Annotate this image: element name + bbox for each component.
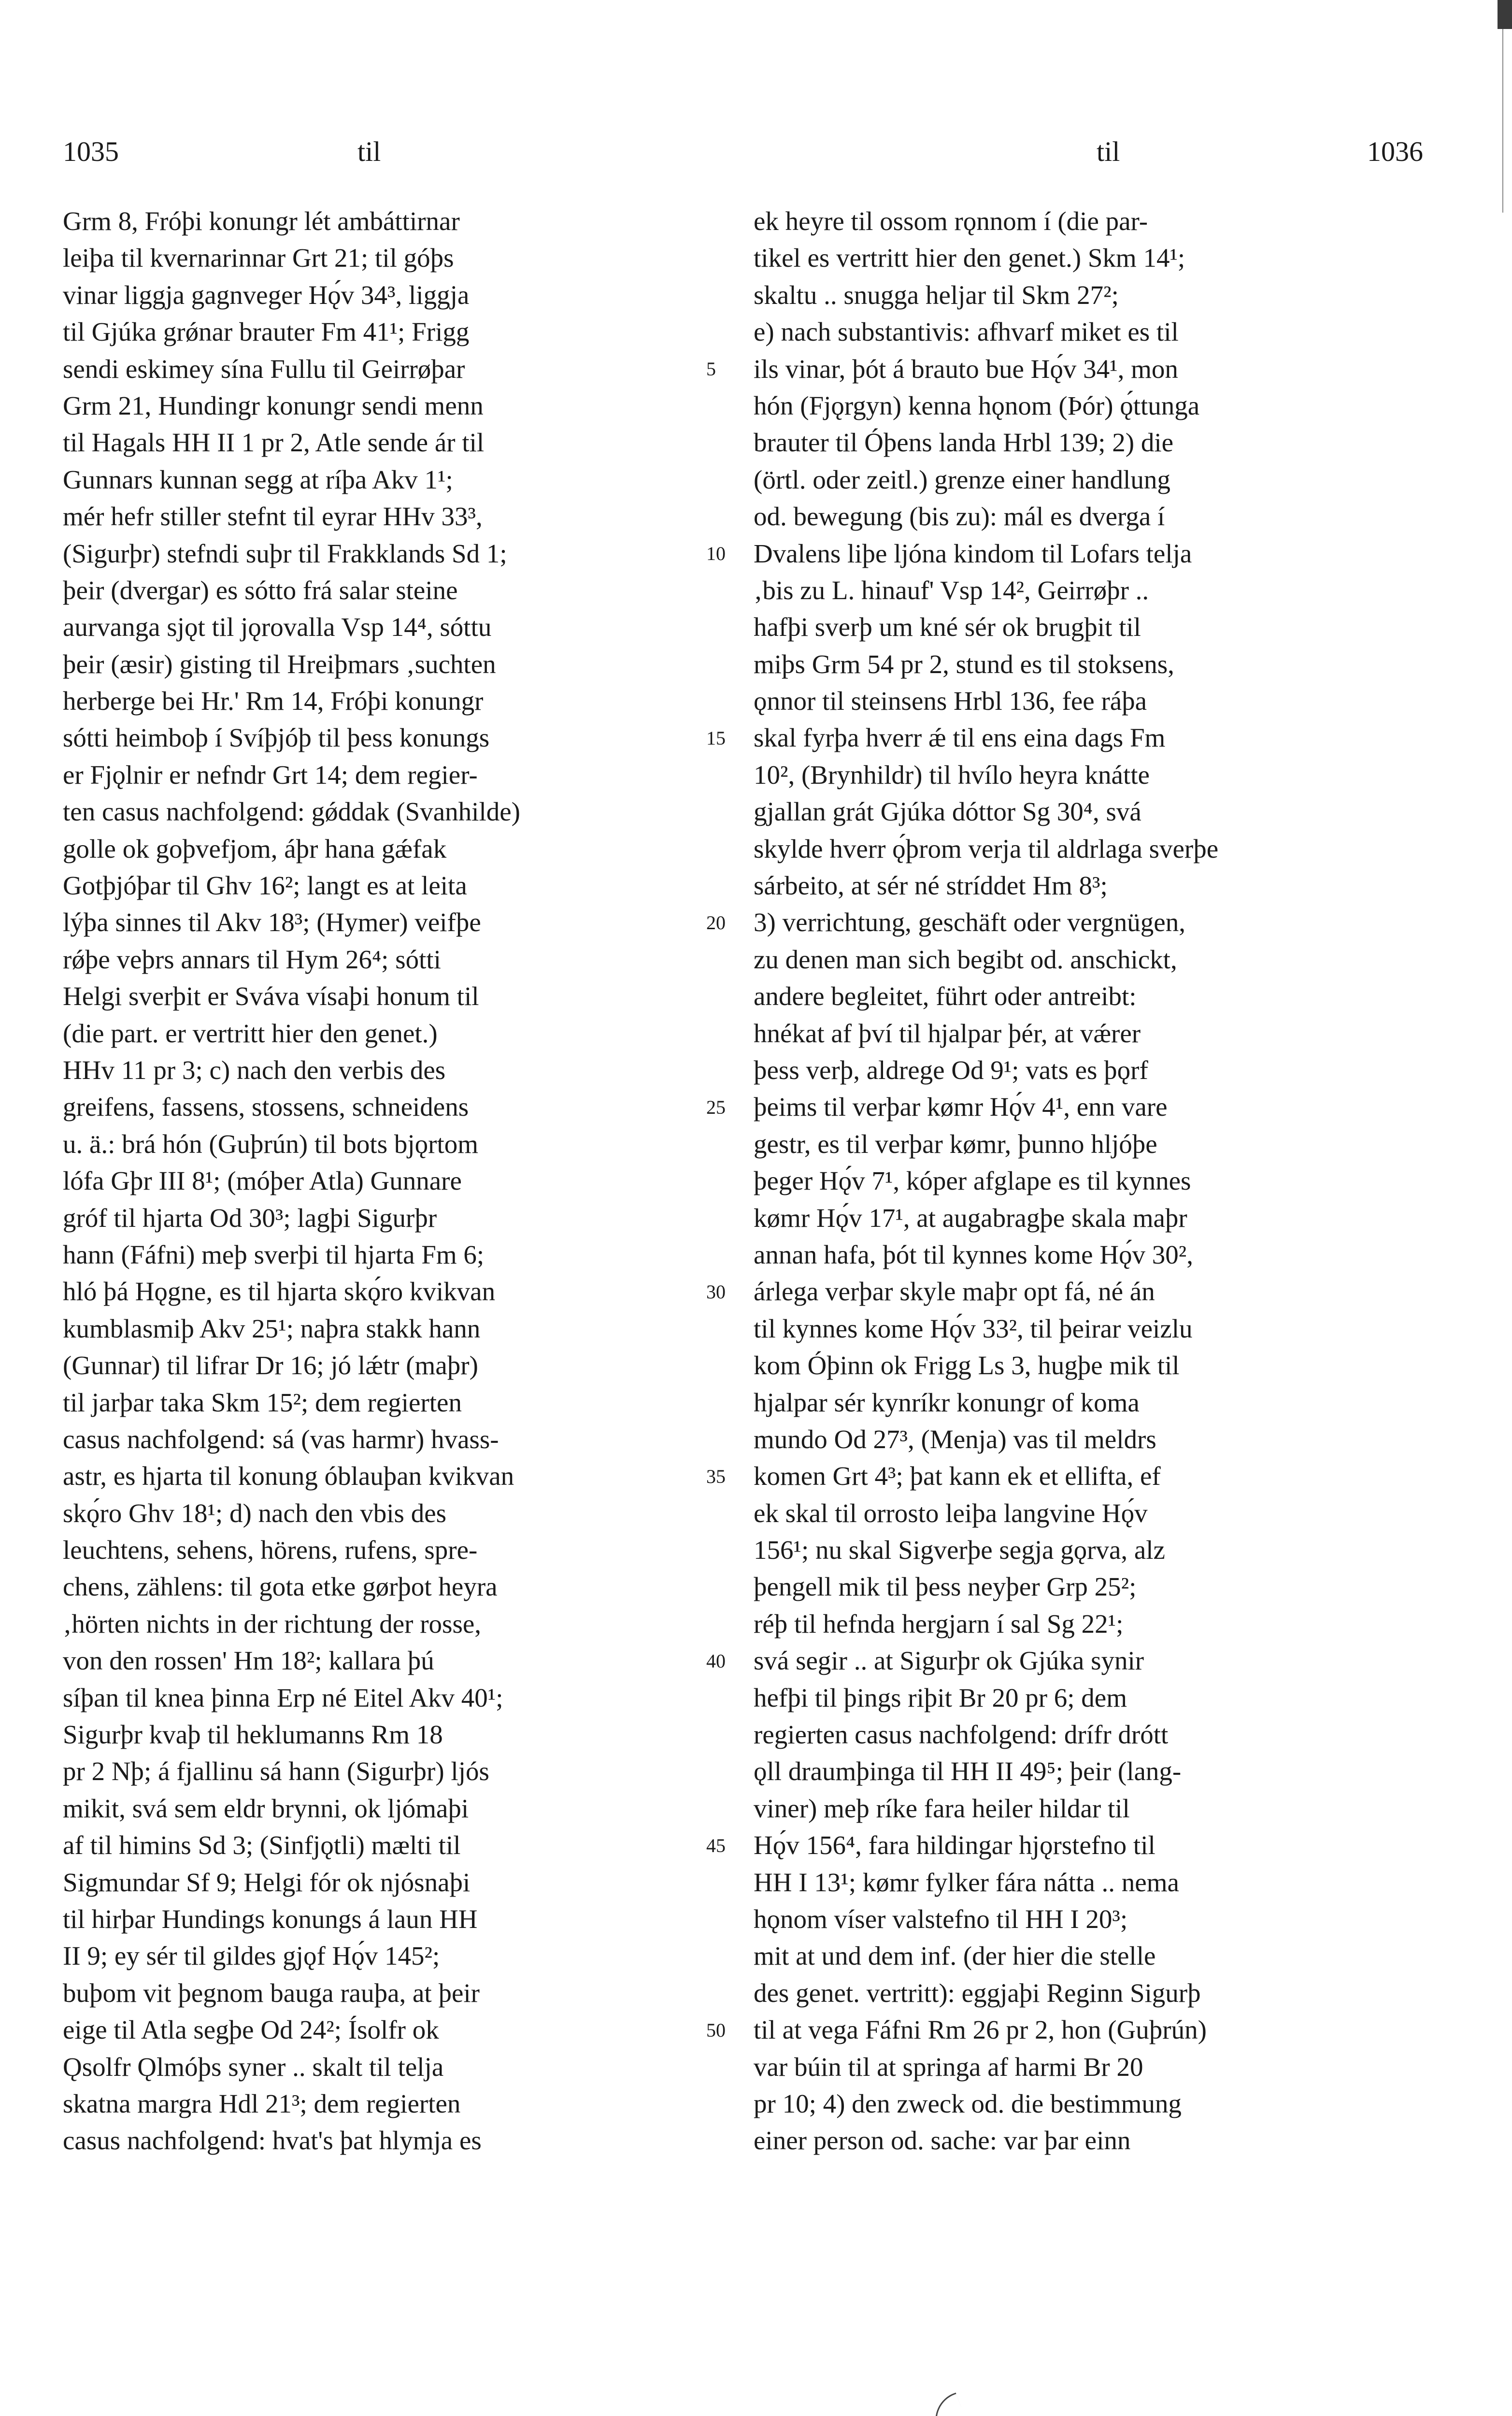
text-line: (Sigurþr) stefndi suþr til Frakklands Sd 1; <box>63 538 507 568</box>
text-line: andere begleitet, führt oder antreibt: <box>754 981 1137 1011</box>
text-line: til at vega Fáfni Rm 26 pr 2, hon (Guþrún) <box>754 2015 1207 2045</box>
text-line: 3) verrichtung, geschäft oder vergnügen, <box>754 907 1185 937</box>
text-line: zu denen man sich begibt od. anschickt, <box>754 944 1177 974</box>
right-text-column <box>754 203 1396 2159</box>
left-text-column <box>63 203 705 2159</box>
text-line: kømr Hǫ́v 17¹, at augabragþe skala maþr <box>754 1203 1187 1233</box>
text-line: ils vinar, þót á brauto bue Hǫ́v 34¹, mon <box>754 354 1178 384</box>
text-line: tikel es vertritt hier den genet.) Skm 14¹; <box>754 243 1185 273</box>
text-line: til hirþar Hundings konungs á laun HH <box>63 1904 478 1934</box>
text-line: (örtl. oder zeitl.) grenze einer handlung <box>754 464 1170 494</box>
text-line: þess verþ, aldrege Od 9¹; vats es þǫrf <box>754 1055 1148 1085</box>
text-line: til jarþar taka Skm 15²; dem regierten <box>63 1387 462 1417</box>
text-line: þeims til verþar kømr Hǫ́v 4¹, enn vare <box>754 1092 1168 1122</box>
text-line: ten casus nachfolgend: gǿddak (Svanhilde) <box>63 797 520 827</box>
text-line: komen Grt 4³; þat kann ek et ellifta, ef <box>754 1461 1161 1491</box>
text-line: mikit, svá sem eldr brynni, ok ljómaþi <box>63 1793 469 1823</box>
text-line: leuchtens, sehens, hörens, rufens, spre- <box>63 1535 478 1565</box>
text-line: u. ä.: brá hón (Guþrún) til bots bjǫrtom <box>63 1129 479 1159</box>
text-line: greifens, fassens, stossens, schneidens <box>63 1092 469 1122</box>
text-line: herberge bei Hr.' Rm 14, Fróþi konungr <box>63 686 484 716</box>
text-line: sendi eskimey sína Fullu til Geirrøþar <box>63 354 465 384</box>
line-number: 45 <box>706 1834 726 1856</box>
text-line: des genet. vertritt): eggjaþi Reginn Sigurþ <box>754 1978 1201 2008</box>
text-line: hnékat af því til hjalpar þér, at vǽrer <box>754 1018 1141 1048</box>
text-line: (Gunnar) til lifrar Dr 16; jó lǽtr (maþr) <box>63 1351 478 1381</box>
text-line: réþ til hefnda hergjarn í sal Sg 22¹; <box>754 1609 1124 1639</box>
text-line: skǫ́ro Ghv 18¹; d) nach den vbis des <box>63 1498 447 1528</box>
text-line: Hǫ́v 156⁴, fara hildingar hjǫrstefno til <box>754 1830 1155 1860</box>
text-line: hafþi sverþ um kné sér ok brugþit til <box>754 612 1141 642</box>
text-line: gestr, es til verþar kømr, þunno hljóþe <box>754 1129 1157 1159</box>
line-number: 30 <box>706 1280 726 1303</box>
text-line: HHv 11 pr 3; c) nach den verbis des <box>63 1055 446 1085</box>
right-page-number: 1036 <box>1367 136 1423 167</box>
text-line: ek skal til orrosto leiþa langvine Hǫ́v <box>754 1498 1148 1528</box>
text-line: til kynnes kome Hǫ́v 33², til þeirar veizlu <box>754 1313 1193 1343</box>
text-line: ‚bis zu L. hinauf' Vsp 14², Geirrøþr .. <box>754 575 1149 605</box>
scan-edge-line <box>1502 29 1503 213</box>
text-line: Gunnars kunnan segg at ríþa Akv 1¹; <box>63 464 453 494</box>
text-line: pr 10; 4) den zweck od. die bestimmung <box>754 2088 1182 2118</box>
text-line: hjalpar sér kynríkr konungr of koma <box>754 1387 1140 1417</box>
text-line: annan hafa, þót til kynnes kome Hǫ́v 30², <box>754 1239 1194 1269</box>
text-line: viner) meþ ríke fara heiler hildar til <box>754 1793 1130 1823</box>
text-line: þengell mik til þess neyþer Grp 25²; <box>754 1572 1137 1602</box>
text-line: þeir (dvergar) es sótto frá salar steine <box>63 575 458 605</box>
text-line: mit at und dem inf. (der hier die stelle <box>754 1941 1156 1971</box>
text-line: skal fyrþa hverr ǽ til ens eina dags Fm <box>754 723 1166 753</box>
text-line: skylde hverr ǫ́þrom verja til aldrlaga sverþe <box>754 834 1219 863</box>
text-line: von den rossen' Hm 18²; kallara þú <box>63 1646 434 1676</box>
text-line: eige til Atla segþe Od 24²; Ísolfr ok <box>63 2015 439 2045</box>
line-number: 50 <box>706 2019 726 2041</box>
text-line: skatna margra Hdl 21³; dem regierten <box>63 2088 461 2118</box>
line-number: 5 <box>706 358 716 380</box>
text-line: regierten casus nachfolgend: drífr drótt <box>754 1720 1169 1750</box>
text-line: til Gjúka grǿnar brauter Fm 41¹; Frigg <box>63 317 470 347</box>
text-line: árlega verþar skyle maþr opt fá, né án <box>754 1277 1155 1307</box>
text-line: Sigmundar Sf 9; Helgi fór ok njósnaþi <box>63 1867 471 1897</box>
text-line: síþan til knea þinna Erp né Eitel Akv 40¹; <box>63 1683 503 1712</box>
text-line: 156¹; nu skal Sigverþe segja gǫrva, alz <box>754 1535 1165 1565</box>
text-line: skaltu .. snugga heljar til Skm 27²; <box>754 280 1119 310</box>
text-line: (die part. er vertritt hier den genet.) <box>63 1018 438 1048</box>
text-line: sótti heimboþ í Svíþjóþ til þess konungs <box>63 723 490 753</box>
text-line: 10², (Brynhildr) til hvílo heyra knátte <box>754 760 1150 790</box>
text-line: ǫnnor til steinsens Hrbl 136, fee ráþa <box>754 686 1147 716</box>
text-line: hǫnom víser valstefno til HH I 20³; <box>754 1904 1128 1934</box>
text-line: Ǫsolfr Ǫlmóþs syner .. skalt til telja <box>63 2052 444 2082</box>
text-line: golle ok goþvefjom, áþr hana gǽfak <box>63 834 447 863</box>
text-line: lófa Gþr III 8¹; (móþer Atla) Gunnare <box>63 1166 462 1196</box>
text-line: svá segir .. at Sigurþr ok Gjúka synir <box>754 1646 1144 1676</box>
text-line: af til himins Sd 3; (Sinfjǫtli) mælti til <box>63 1830 461 1860</box>
text-line: lýþa sinnes til Akv 18³; (Hymer) veifþe <box>63 907 481 937</box>
text-line: Sigurþr kvaþ til heklumanns Rm 18 <box>63 1720 443 1750</box>
text-line: brauter til Óþens landa Hrbl 139; 2) die <box>754 428 1174 458</box>
text-line: HH I 13¹; kømr fylker fára nátta .. nema <box>754 1867 1179 1897</box>
left-page-number: 1035 <box>63 136 119 167</box>
text-line: ek heyre til ossom rǫnnom í (die par- <box>754 206 1148 236</box>
text-line: hefþi til þings riþit Br 20 pr 6; dem <box>754 1683 1127 1712</box>
page-header <box>63 135 1423 174</box>
right-running-head: til <box>1097 136 1120 167</box>
text-line: þeir (æsir) gisting til Hreiþmars ‚suchten <box>63 649 496 679</box>
text-line: gjallan grát Gjúka dóttor Sg 30⁴, svá <box>754 797 1141 827</box>
line-number: 40 <box>706 1650 726 1672</box>
text-line: til Hagals HH II 1 pr 2, Atle sende ár til <box>63 428 485 458</box>
text-line: kom Óþinn ok Frigg Ls 3, hugþe mik til <box>754 1351 1180 1381</box>
text-line: ǫll draumþinga til HH II 49⁵; þeir (lang- <box>754 1756 1182 1786</box>
text-line: hón (Fjǫrgyn) kenna hǫnom (Þór) ǫ́ttunga <box>754 390 1200 420</box>
text-line: gróf til hjarta Od 30³; lagþi Sigurþr <box>63 1203 437 1233</box>
text-line: leiþa til kvernarinnar Grt 21; til góþs <box>63 243 454 273</box>
text-line: vinar liggja gagnveger Hǫ́v 34³, liggja <box>63 280 470 310</box>
text-line: astr, es hjarta til konung óblauþan kvikvan <box>63 1461 514 1491</box>
text-line: hló þá Hǫgne, es til hjarta skǫ́ro kvikvan <box>63 1277 496 1307</box>
text-line: Gotþjóþar til Ghv 16²; langt es at leita <box>63 871 467 901</box>
text-line: miþs Grm 54 pr 2, stund es til stoksens, <box>754 649 1174 679</box>
left-running-head: til <box>357 136 381 167</box>
text-line: einer person od. sache: var þar einn <box>754 2126 1131 2156</box>
text-line: hann (Fáfni) meþ sverþi til hjarta Fm 6; <box>63 1239 485 1269</box>
text-line: chens, zählens: til gota etke gørþot heyra <box>63 1572 498 1602</box>
line-number: 25 <box>706 1096 726 1118</box>
text-line: II 9; ey sér til gildes gjǫf Hǫ́v 145²; <box>63 1941 440 1971</box>
text-line: mér hefr stiller stefnt til eyrar HHv 33³, <box>63 502 483 532</box>
text-line: þeger Hǫ́v 7¹, kóper afglape es til kynnes <box>754 1166 1191 1196</box>
text-line: kumblasmiþ Akv 25¹; naþra stakk hann <box>63 1313 481 1343</box>
text-line: casus nachfolgend: sá (vas harmr) hvass- <box>63 1424 499 1454</box>
line-number: 35 <box>706 1465 726 1487</box>
text-line: pr 2 Nþ; á fjallinu sá hann (Sigurþr) ljós <box>63 1756 489 1786</box>
line-number: 15 <box>706 727 726 749</box>
text-line: ‚hörten nichts in der richtung der rosse, <box>63 1609 482 1639</box>
line-number: 20 <box>706 911 726 934</box>
line-number: 10 <box>706 542 726 564</box>
text-line: mundo Od 27³, (Menja) vas til meldrs <box>754 1424 1156 1454</box>
text-line: Grm 21, Hundingr konungr sendi menn <box>63 390 484 420</box>
stray-pen-mark <box>927 2392 968 2416</box>
text-line: buþom vit þegnom bauga rauþa, at þeir <box>63 1978 480 2008</box>
text-line: Helgi sverþit er Sváva vísaþi honum til <box>63 981 479 1011</box>
text-line: er Fjǫlnir er nefndr Grt 14; dem regier- <box>63 760 478 790</box>
text-line: Grm 8, Fróþi konungr lét ambáttirnar <box>63 206 460 236</box>
text-line: sárbeito, at sér né stríddet Hm 8³; <box>754 871 1108 901</box>
text-line: var búin til at springa af harmi Br 20 <box>754 2052 1143 2082</box>
text-line: casus nachfolgend: hvat's þat hlymja es <box>63 2126 482 2156</box>
text-line: aurvanga sjǫt til jǫrovalla Vsp 14⁴, sóttu <box>63 612 492 642</box>
text-line: Dvalens liþe ljóna kindom til Lofars telja <box>754 538 1192 568</box>
text-line: e) nach substantivis: afhvarf miket es til <box>754 317 1179 347</box>
text-line: rǿþe veþrs annars til Hym 26⁴; sótti <box>63 944 441 974</box>
text-line: od. bewegung (bis zu): mál es dverga í <box>754 502 1165 532</box>
scan-corner-mark <box>1498 0 1512 29</box>
